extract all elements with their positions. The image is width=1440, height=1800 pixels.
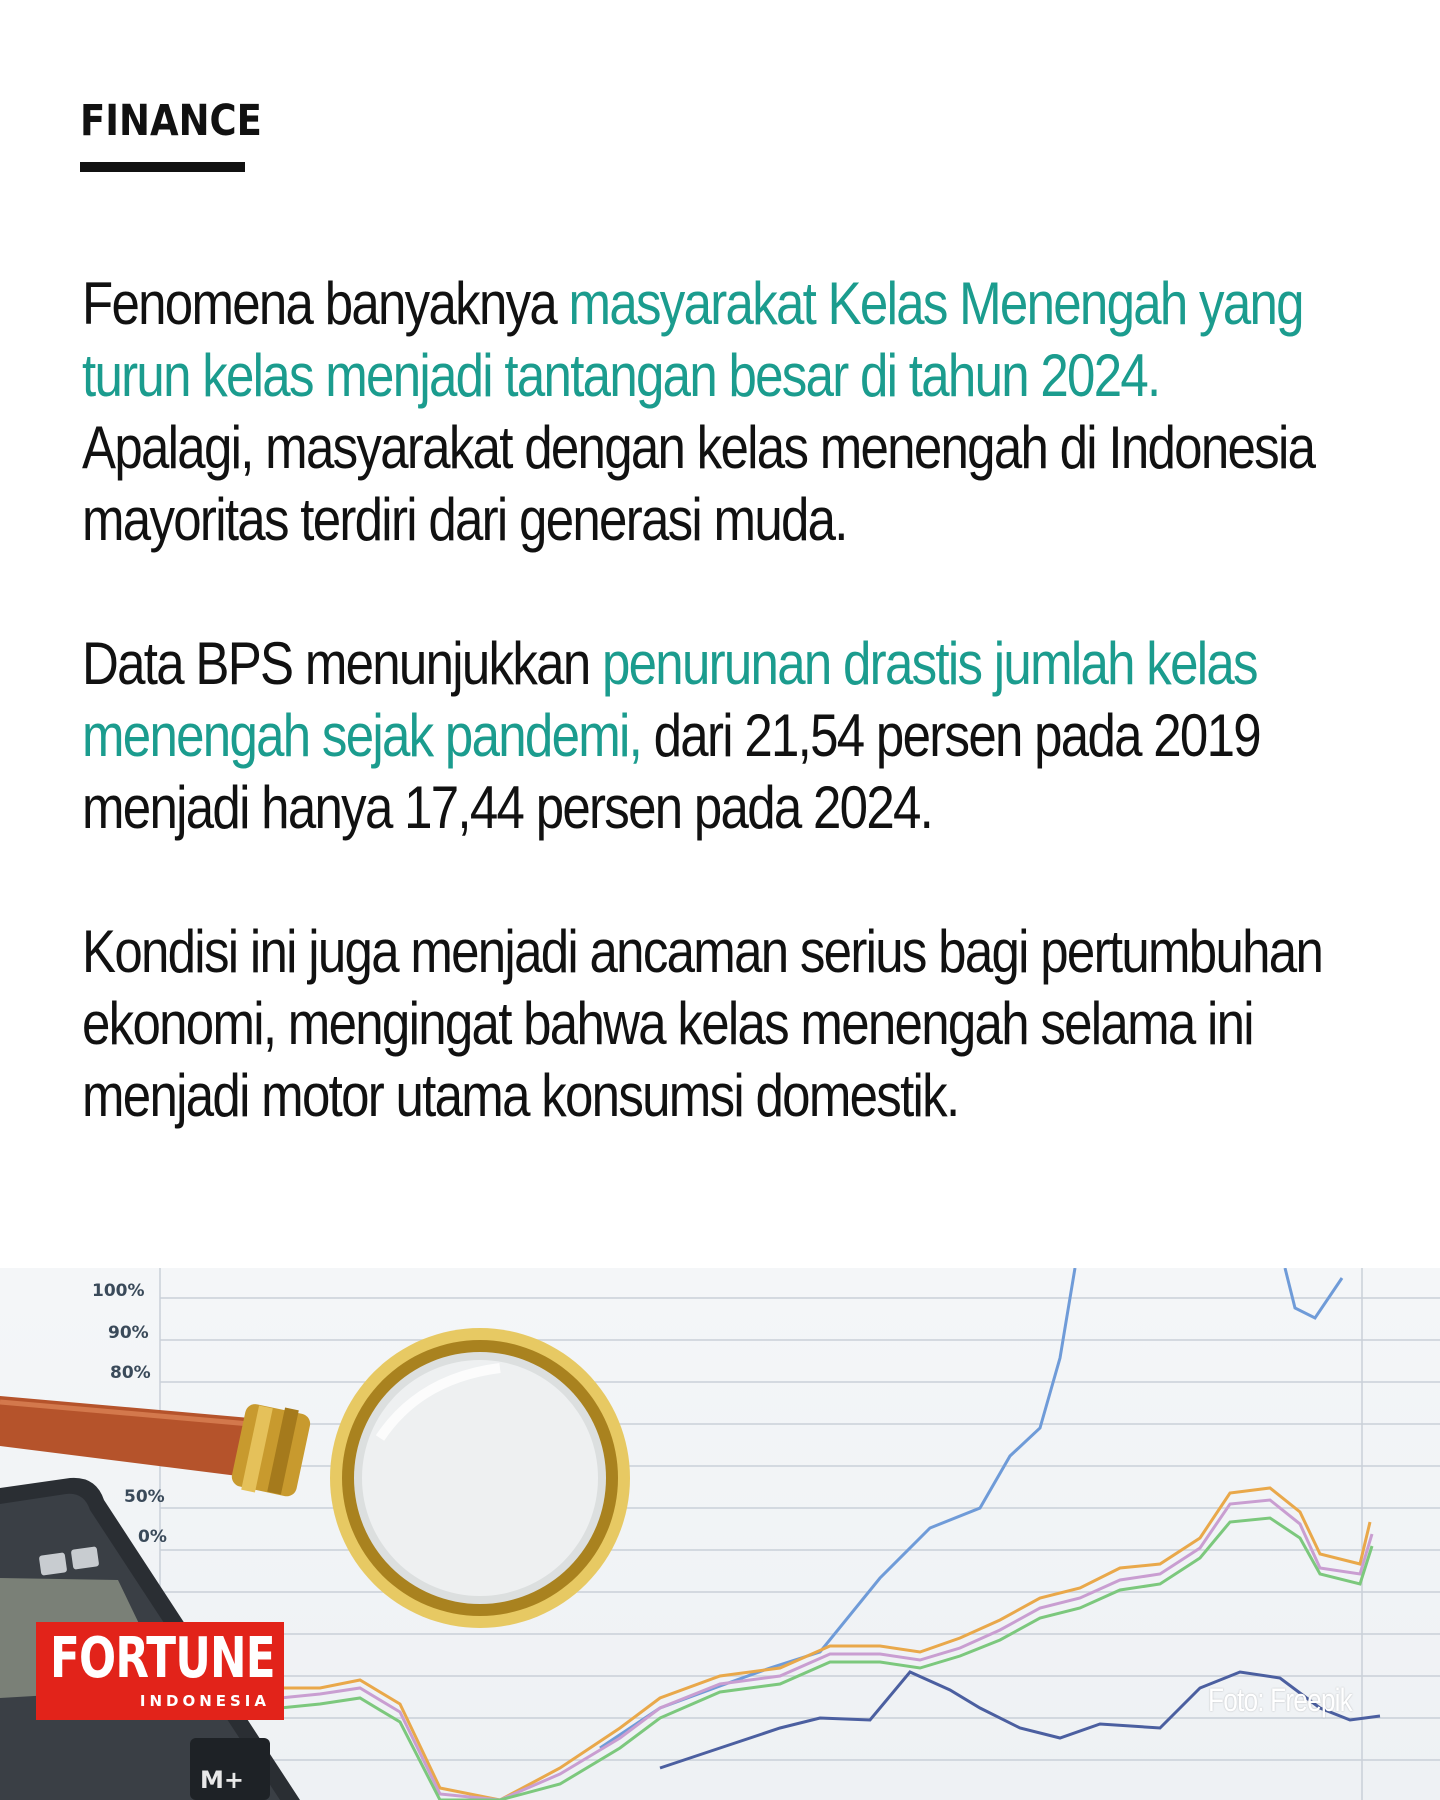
paragraph-1 bbox=[82, 268, 1332, 556]
stock-photo bbox=[0, 1268, 1440, 1800]
paragraph-1-part-1: Fenomena banyaknya bbox=[82, 270, 569, 337]
section-tag-underline bbox=[80, 162, 245, 172]
logo-main-text: FORTUNE bbox=[50, 1626, 275, 1691]
paragraph-1-part-3: Apalagi, masyarakat dengan kelas menengah di Indonesia mayoritas terdiri dari generasi muda. bbox=[82, 414, 1315, 553]
axis-label-0: 0% bbox=[138, 1527, 167, 1547]
paragraph-2 bbox=[82, 628, 1332, 844]
paragraph-1-highlight: masyarakat Kelas Menengah yang turun kelas menjadi tantangan besar di tahun 2024. bbox=[82, 270, 1303, 409]
fortune-logo bbox=[36, 1622, 284, 1720]
axis-label-80: 80% bbox=[110, 1363, 151, 1383]
section-tag: FINANCE bbox=[80, 96, 262, 146]
paragraph-2-highlight: penurunan drastis jumlah kelas menengah sejak pandemi, bbox=[82, 630, 1257, 769]
axis-label-90: 90% bbox=[108, 1323, 149, 1343]
photo-credit: Foto: Freepik bbox=[1208, 1682, 1352, 1718]
paragraph-3 bbox=[82, 916, 1332, 1132]
paragraph-2-part-1: Data BPS menunjukkan bbox=[82, 630, 602, 697]
paragraph-2-part-3: dari 21,54 persen pada 2019 menjadi hanya 17,44 persen pada 2024. bbox=[82, 702, 1260, 841]
paragraph-3-part-1: Kondisi ini juga menjadi ancaman serius bagi pertumbuhan ekonomi, mengingat bahwa kelas menengah selama ini menjadi motor utama konsumsi domestik. bbox=[82, 918, 1323, 1129]
logo-sub-text: INDONESIA bbox=[139, 1692, 270, 1710]
axis-label-50: 50% bbox=[124, 1487, 165, 1507]
photo-illustration bbox=[0, 1268, 1440, 1800]
calculator-key-label: M+ bbox=[200, 1766, 244, 1794]
article-body bbox=[82, 268, 1382, 1204]
axis-label-100: 100% bbox=[92, 1281, 145, 1301]
